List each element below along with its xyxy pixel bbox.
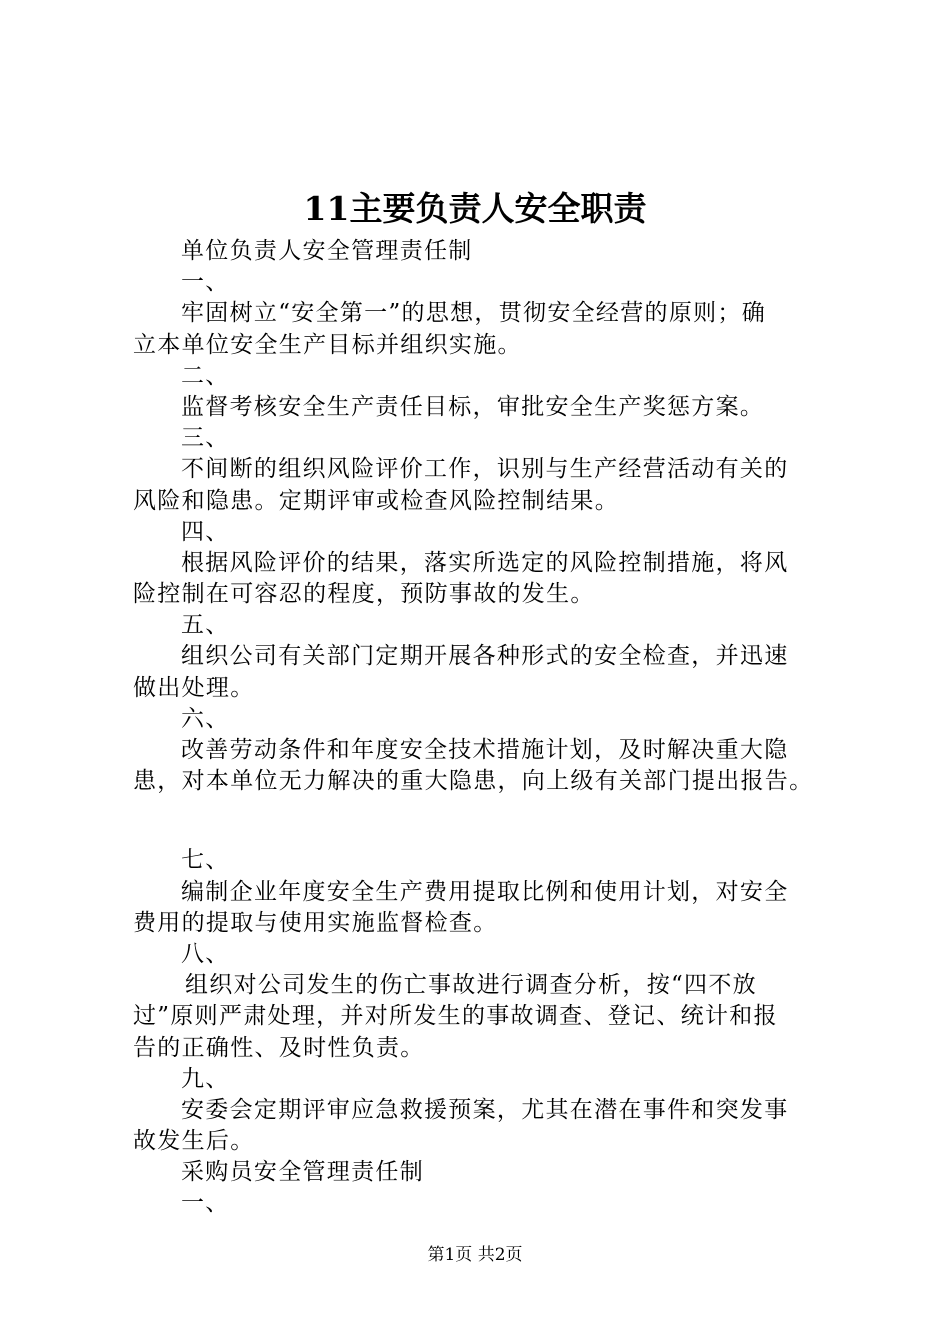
item-text-line: 立本单位安全生产目标并组织实施。 <box>133 331 522 358</box>
section-heading: 单位负责人安全管理责任制 <box>181 238 473 264</box>
item-text-line: 监督考核安全生产责任目标，审批安全生产奖惩方案。 <box>181 393 765 420</box>
item-text-line: 安委会定期评审应急救援预案，尤其在潜在事件和突发事 <box>181 1096 789 1123</box>
item-number: 八、 <box>181 940 230 967</box>
item-text-line: 患，对本单位无力解决的重大隐患，向上级有关部门提出报告。 <box>133 768 814 795</box>
item-text-line: 告的正确性、及时性负责。 <box>133 1034 425 1061</box>
item-number: 九、 <box>181 1065 230 1092</box>
item-number: 五、 <box>181 612 230 639</box>
page-footer: 第1页 共2页 <box>427 1245 523 1265</box>
item-text-line: 不间断的组织风险评价工作，识别与生产经营活动有关的 <box>181 456 789 483</box>
item-text-line: 牢固树立“安全第一”的思想，贯彻安全经营的原则；确 <box>181 300 767 327</box>
item-number: 一、 <box>181 1190 230 1217</box>
item-text-line: 险控制在可容忍的程度，预防事故的发生。 <box>133 581 595 608</box>
item-text-line: 根据风险评价的结果，落实所选定的风险控制措施，将风 <box>181 549 789 576</box>
paragraph-spacer <box>133 797 833 845</box>
section-heading: 采购员安全管理责任制 <box>181 1159 424 1186</box>
item-number: 四、 <box>181 518 230 545</box>
item-text-line: 组织对公司发生的伤亡事故进行调查分析，按“四不放 <box>185 972 757 999</box>
item-text-line: 编制企业年度安全生产费用提取比例和使用计划，对安全 <box>181 878 789 905</box>
item-text-line: 费用的提取与使用实施监督检查。 <box>133 909 498 936</box>
item-number: 六、 <box>181 705 230 732</box>
item-text-line: 组织公司有关部门定期开展各种形式的安全检查，并迅速 <box>181 643 789 670</box>
document-title: 11主要负责人安全职责 <box>303 189 647 228</box>
item-number: 七、 <box>181 847 230 874</box>
item-text-line: 故发生后。 <box>133 1128 255 1155</box>
item-text-line: 过”原则严肃处理，并对所发生的事故调查、登记、统计和报 <box>133 1003 778 1030</box>
item-number: 一、 <box>181 269 230 296</box>
item-text-line: 改善劳动条件和年度安全技术措施计划，及时解决重大隐 <box>181 737 789 763</box>
item-number: 二、 <box>181 362 230 389</box>
item-number: 三、 <box>181 425 230 452</box>
document-body <box>133 236 833 1220</box>
item-text-line: 做出处理。 <box>133 674 255 701</box>
item-text-line: 风险和隐患。定期评审或检查风险控制结果。 <box>133 487 619 514</box>
